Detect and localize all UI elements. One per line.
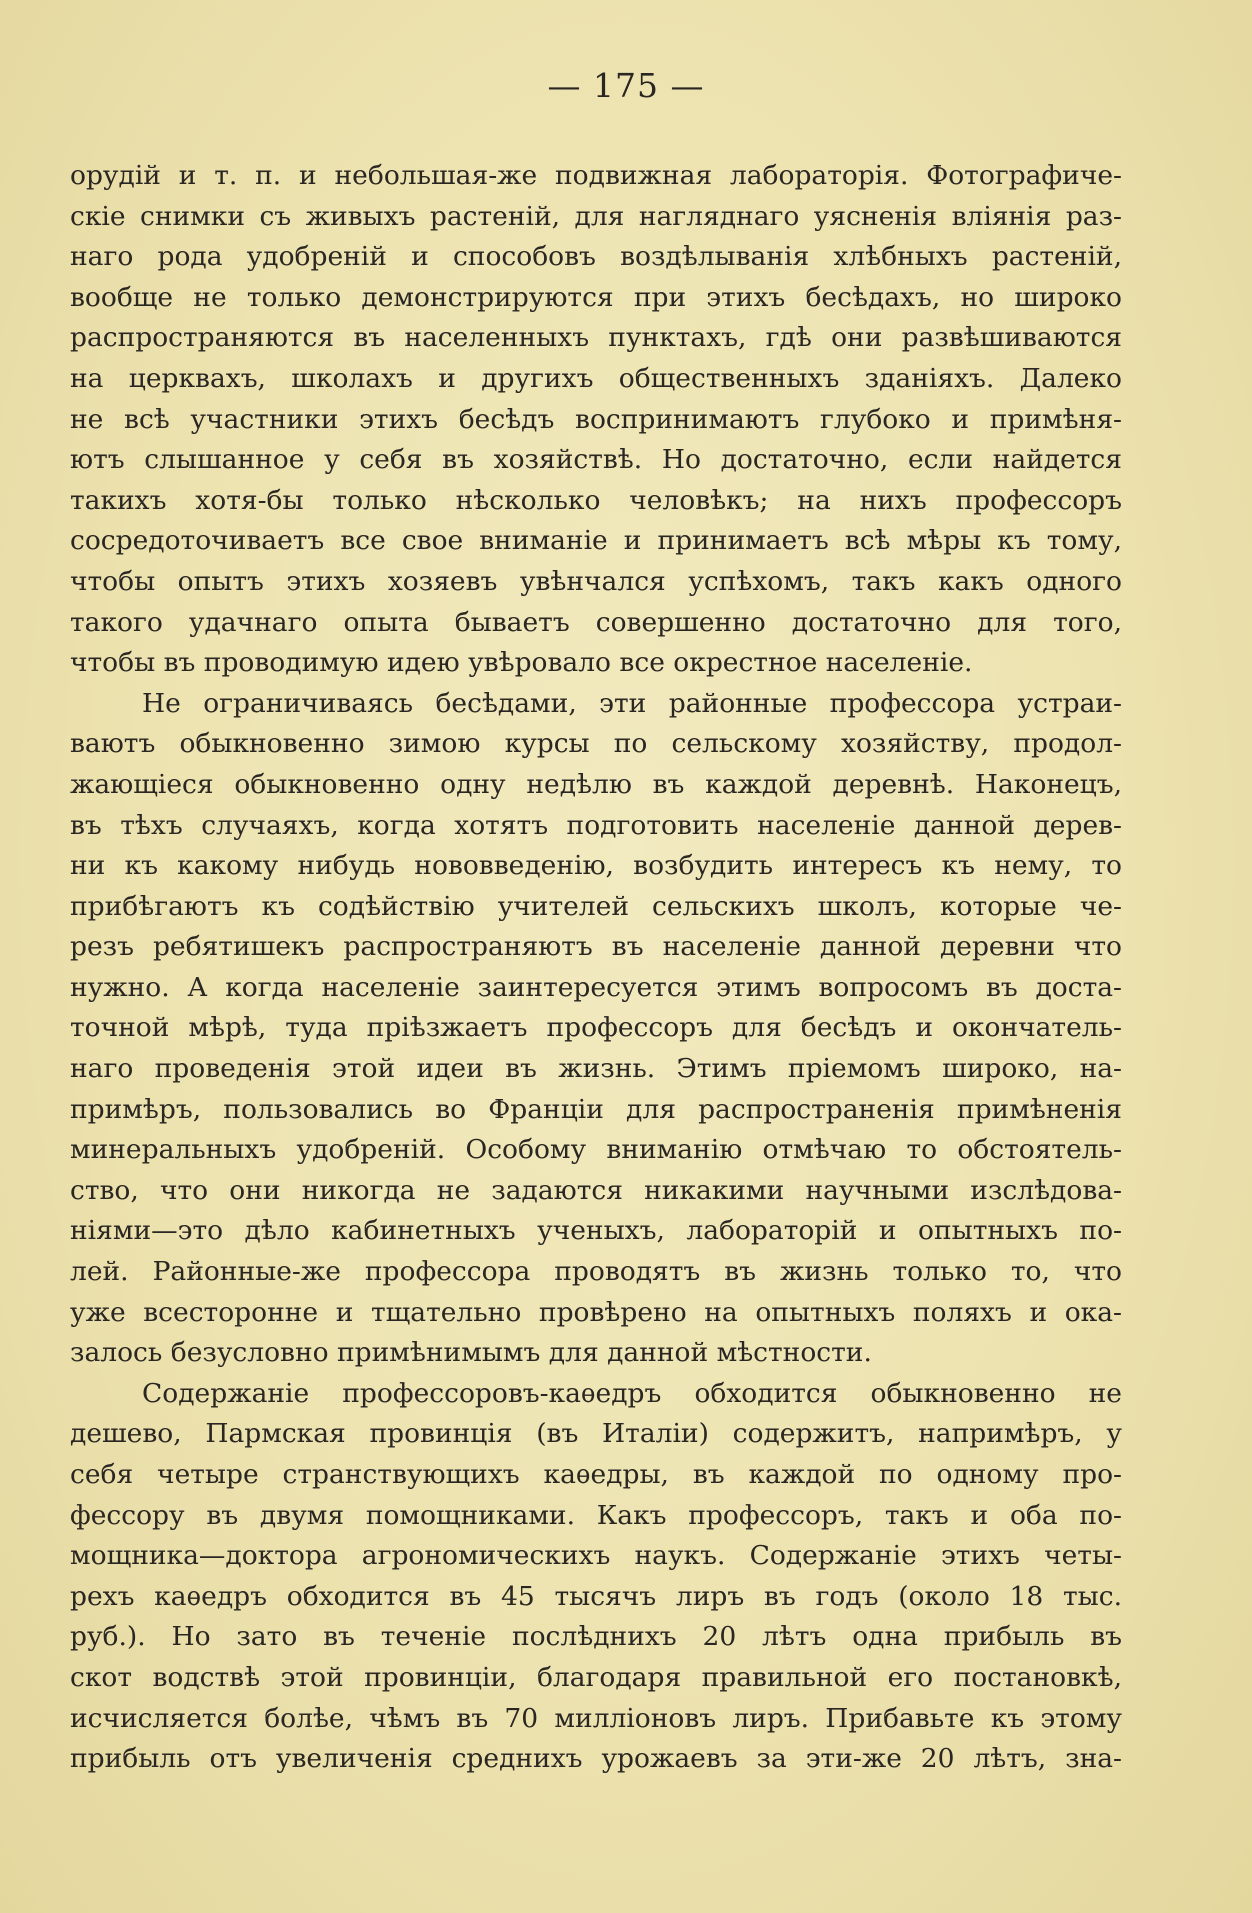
text-line: нужно. А когда населеніе заинтересуется этимъ вопросомъ въ доста- xyxy=(70,971,1122,1003)
text-line: сосредоточиваетъ все свое вниманіе и принимаетъ всѣ мѣры къ тому, xyxy=(70,525,1122,557)
text-line: уже всесторонне и тщательно провѣрено на опытныхъ поляхъ и ока- xyxy=(70,1296,1122,1328)
text-line: Не ограничиваясь бесѣдами, эти районные профессора устраи- xyxy=(142,687,1122,719)
text-line: распространяются въ населенныхъ пунктахъ, гдѣ они развѣшиваются xyxy=(70,322,1122,354)
text-line: фессору въ двумя помощниками. Какъ профессоръ, такъ и оба по- xyxy=(70,1499,1122,1531)
text-line: такихъ хотя-бы только нѣсколько человѣкъ; на нихъ профессоръ xyxy=(70,484,1122,516)
text-line: наго проведенія этой идеи въ жизнь. Этимъ пріемомъ широко, на- xyxy=(70,1053,1122,1085)
text-line: ютъ слышанное у себя въ хозяйствѣ. Но достаточно, если найдется xyxy=(70,444,1122,476)
text-line: скот водствѣ этой провинціи, благодаря правильной его постановкѣ, xyxy=(70,1661,1122,1693)
text-line: орудій и т. п. и небольшая-же подвижная лабораторія. Фотографиче- xyxy=(70,160,1122,191)
text-line: минеральныхъ удобреній. Особому вниманію отмѣчаю то обстоятель- xyxy=(70,1134,1122,1166)
text-line: мощника—доктора агрономическихъ наукъ. Содержаніе этихъ четы- xyxy=(70,1540,1122,1572)
page-number: — 175 — xyxy=(547,66,705,105)
text-line: такого удачнаго опыта бываетъ совершенно достаточно для того, xyxy=(70,606,1122,638)
text-line: вообще не только демонстрируются при этихъ бесѣдахъ, но широко xyxy=(70,281,1122,313)
text-line: ни къ какому нибудь нововведенію, возбудить интересъ къ нему, то xyxy=(70,850,1122,882)
text-line: жающіеся обыкновенно одну недѣлю въ каждой деревнѣ. Наконецъ, xyxy=(70,768,1122,800)
text-line: прибѣгаютъ къ содѣйствію учителей сельскихъ школъ, которые че- xyxy=(70,890,1122,922)
text-line: чтобы въ проводимую идею увѣровало все окрестное населеніе. xyxy=(70,647,973,679)
text-line: лей. Районные-же профессора проводятъ въ жизнь только то, что xyxy=(70,1256,1122,1288)
text-line: ство, что они никогда не задаются никакими научными изслѣдова- xyxy=(70,1174,1122,1206)
text-line: скіе снимки съ живыхъ растеній, для нагляднаго уясненія вліянія раз- xyxy=(70,200,1122,232)
text-line: себя четыре странствующихъ каѳедры, въ каждой по одному про- xyxy=(70,1459,1122,1490)
text-line: ваютъ обыкновенно зимою курсы по сельскому хозяйству, продол- xyxy=(70,728,1122,760)
text-line: примѣръ, пользовались во Франціи для распространенія примѣненія xyxy=(70,1093,1122,1125)
text-line: въ тѣхъ случаяхъ, когда хотятъ подготовить населеніе данной дерев- xyxy=(70,809,1122,841)
text-line: прибыль отъ увеличенія среднихъ урожаевъ за эти-же 20 лѣтъ, зна- xyxy=(70,1743,1122,1775)
text-line: ніями—это дѣло кабинетныхъ ученыхъ, лабораторій и опытныхъ по- xyxy=(70,1215,1122,1247)
text-line: залось безусловно примѣнимымъ для данной мѣстности. xyxy=(70,1337,872,1369)
body-text xyxy=(70,156,1122,1780)
text-line: дешево, Пармская провинція (въ Италіи) содержитъ, напримѣръ, у xyxy=(70,1418,1122,1450)
text-line: чтобы опытъ этихъ хозяевъ увѣнчался успѣхомъ, такъ какъ одного xyxy=(70,565,1122,597)
text-line: точной мѣрѣ, туда пріѣзжаетъ профессоръ для бесѣдъ и окончатель- xyxy=(70,1012,1122,1044)
text-line: руб.). Но зато въ теченіе послѣднихъ 20 лѣтъ одна прибыль въ xyxy=(70,1621,1122,1653)
text-line: Содержаніе профессоровъ-каѳедръ обходится обыкновенно не xyxy=(142,1377,1122,1409)
text-line: наго рода удобреній и способовъ воздѣлыванія хлѣбныхъ растеній, xyxy=(70,241,1122,273)
text-line: не всѣ участники этихъ бесѣдъ воспринимаютъ глубоко и примѣня- xyxy=(70,403,1122,435)
text-line: рехъ каѳедръ обходится въ 45 тысячъ лиръ въ годъ (около 18 тыс. xyxy=(70,1580,1122,1612)
text-line: на церквахъ, школахъ и другихъ общественныхъ зданіяхъ. Далеко xyxy=(70,362,1122,394)
text-line: резъ ребятишекъ распространяютъ въ населеніе данной деревни что xyxy=(70,931,1122,963)
text-line: исчисляется болѣе, чѣмъ въ 70 милліоновъ лиръ. Прибавьте къ этому xyxy=(70,1702,1122,1734)
